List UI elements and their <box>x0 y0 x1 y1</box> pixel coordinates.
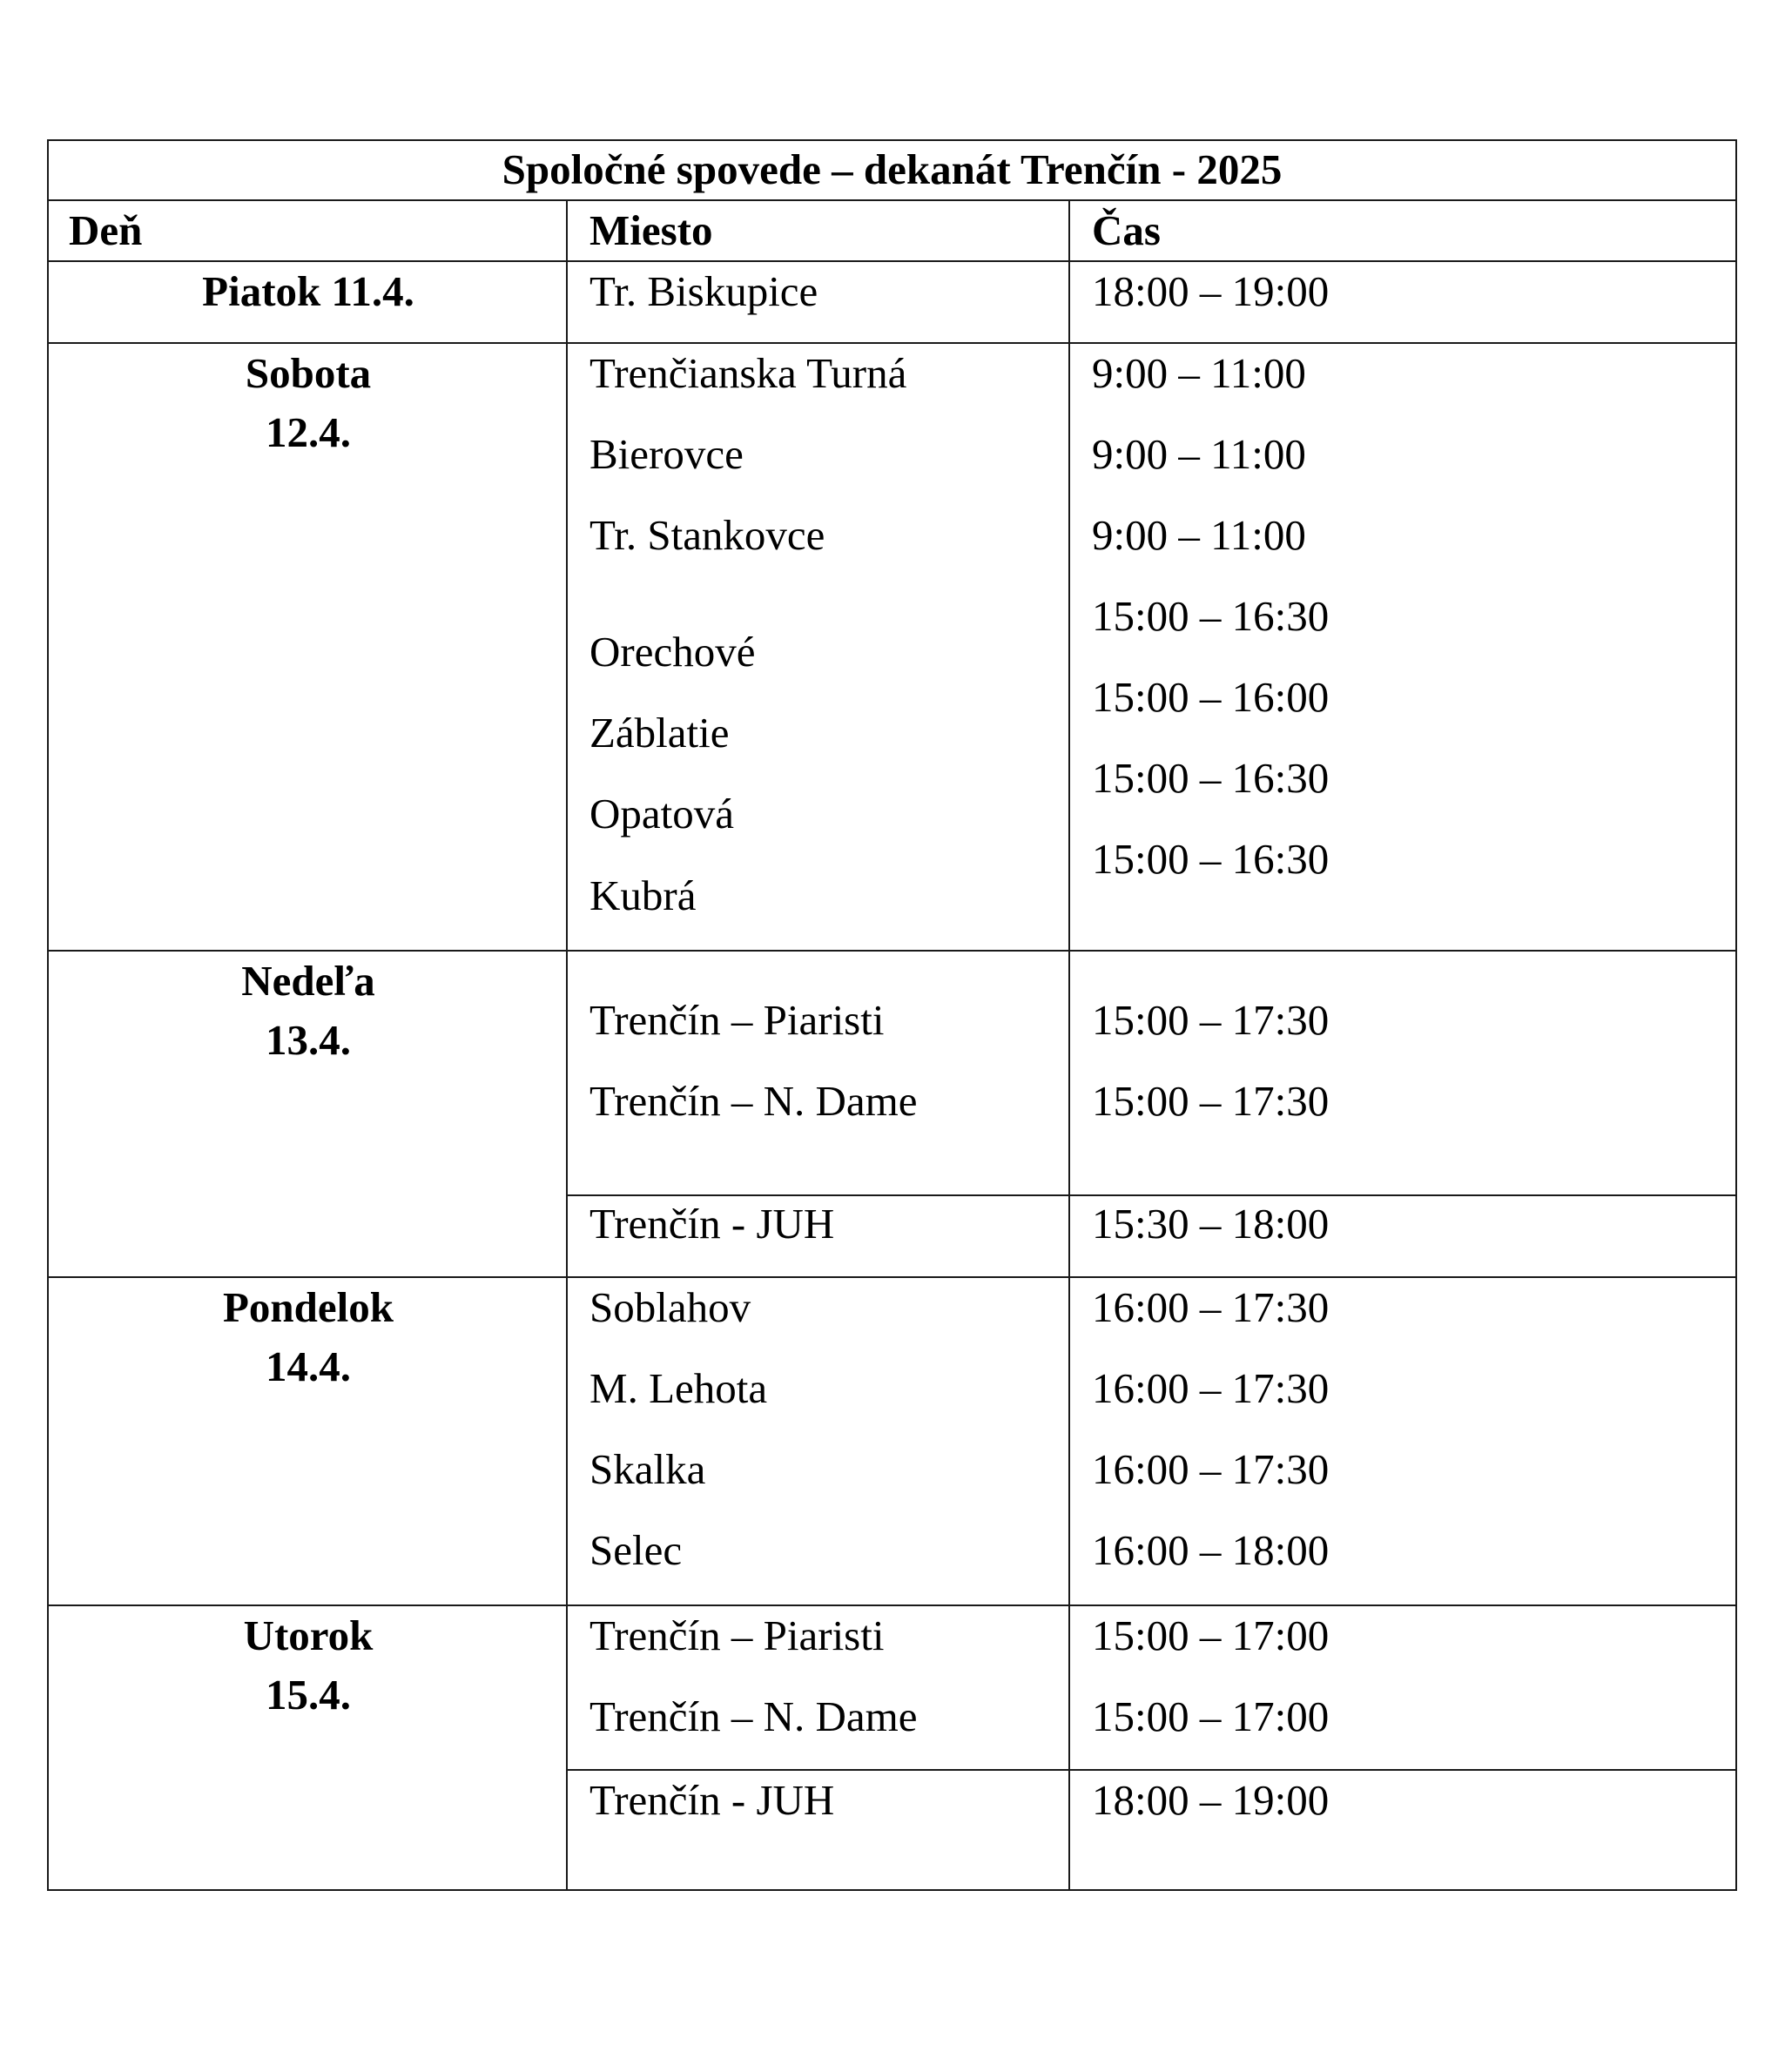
day-name: Utorok <box>243 1611 374 1659</box>
title-divider <box>49 199 1735 201</box>
row-divider-piatok <box>49 342 1735 344</box>
place-cell: Tr. Biskupice <box>589 267 818 315</box>
time-cell: 15:00 – 16:30 <box>1092 835 1330 883</box>
time-cell: 15:30 – 18:00 <box>1092 1200 1330 1248</box>
day-name: Sobota <box>245 349 372 397</box>
column-divider-place <box>1068 199 1070 1889</box>
time-cell: 9:00 – 11:00 <box>1092 349 1306 397</box>
day-name: Nedeľa <box>241 957 375 1005</box>
place-cell: Trenčín – N. Dame <box>589 1692 918 1740</box>
place-cell: Tr. Stankovce <box>589 511 825 559</box>
time-cell: 16:00 – 17:30 <box>1092 1445 1330 1493</box>
subrow-divider-nedela <box>568 1194 1735 1196</box>
time-cell: 16:00 – 17:30 <box>1092 1364 1330 1412</box>
table-title: Spoločné spovede – dekanát Trenčín - 2025 <box>502 145 1283 193</box>
day-date: 12.4. <box>266 408 351 456</box>
place-cell: Skalka <box>589 1445 706 1493</box>
day-date: 14.4. <box>266 1342 351 1390</box>
place-cell: Bierovce <box>589 430 744 478</box>
subrow-divider-utorok <box>568 1769 1735 1771</box>
time-cell: 18:00 – 19:00 <box>1092 1776 1330 1824</box>
time-cell: 15:00 – 16:30 <box>1092 592 1330 640</box>
day-date: 13.4. <box>266 1016 351 1064</box>
place-cell: M. Lehota <box>589 1364 768 1412</box>
place-cell: Selec <box>589 1526 683 1574</box>
place-cell: Trenčín - JUH <box>589 1776 835 1824</box>
time-cell: 15:00 – 16:30 <box>1092 754 1330 802</box>
time-cell: 15:00 – 17:00 <box>1092 1611 1330 1659</box>
place-cell: Trenčianska Turná <box>589 349 907 397</box>
time-cell: 15:00 – 17:30 <box>1092 1077 1330 1125</box>
time-cell: 15:00 – 16:00 <box>1092 673 1330 721</box>
time-cell: 18:00 – 19:00 <box>1092 267 1330 315</box>
place-cell: Trenčín - JUH <box>589 1200 835 1248</box>
row-divider-nedela <box>49 1276 1735 1278</box>
time-cell: 15:00 – 17:30 <box>1092 996 1330 1044</box>
header-time: Čas <box>1092 206 1161 254</box>
time-cell: 9:00 – 11:00 <box>1092 511 1306 559</box>
row-divider-pondelok <box>49 1604 1735 1606</box>
place-cell: Trenčín – Piaristi <box>589 996 885 1044</box>
schedule-table <box>47 139 1737 1891</box>
row-divider-sobota <box>49 950 1735 952</box>
day-name: Piatok 11.4. <box>202 267 414 315</box>
place-cell: Soblahov <box>589 1283 751 1331</box>
time-cell: 9:00 – 11:00 <box>1092 430 1306 478</box>
place-cell: Orechové <box>589 628 756 676</box>
time-cell: 16:00 – 17:30 <box>1092 1283 1330 1331</box>
day-name: Pondelok <box>222 1283 394 1331</box>
header-day: Deň <box>69 206 143 254</box>
header-divider <box>49 260 1735 262</box>
time-cell: 15:00 – 17:00 <box>1092 1692 1330 1740</box>
place-cell: Záblatie <box>589 709 730 757</box>
day-date: 15.4. <box>266 1671 351 1719</box>
header-place: Miesto <box>589 206 713 254</box>
place-cell: Opatová <box>589 790 734 838</box>
place-cell: Trenčín – N. Dame <box>589 1077 918 1125</box>
time-cell: 16:00 – 18:00 <box>1092 1526 1330 1574</box>
place-cell: Kubrá <box>589 871 697 919</box>
place-cell: Trenčín – Piaristi <box>589 1611 885 1659</box>
